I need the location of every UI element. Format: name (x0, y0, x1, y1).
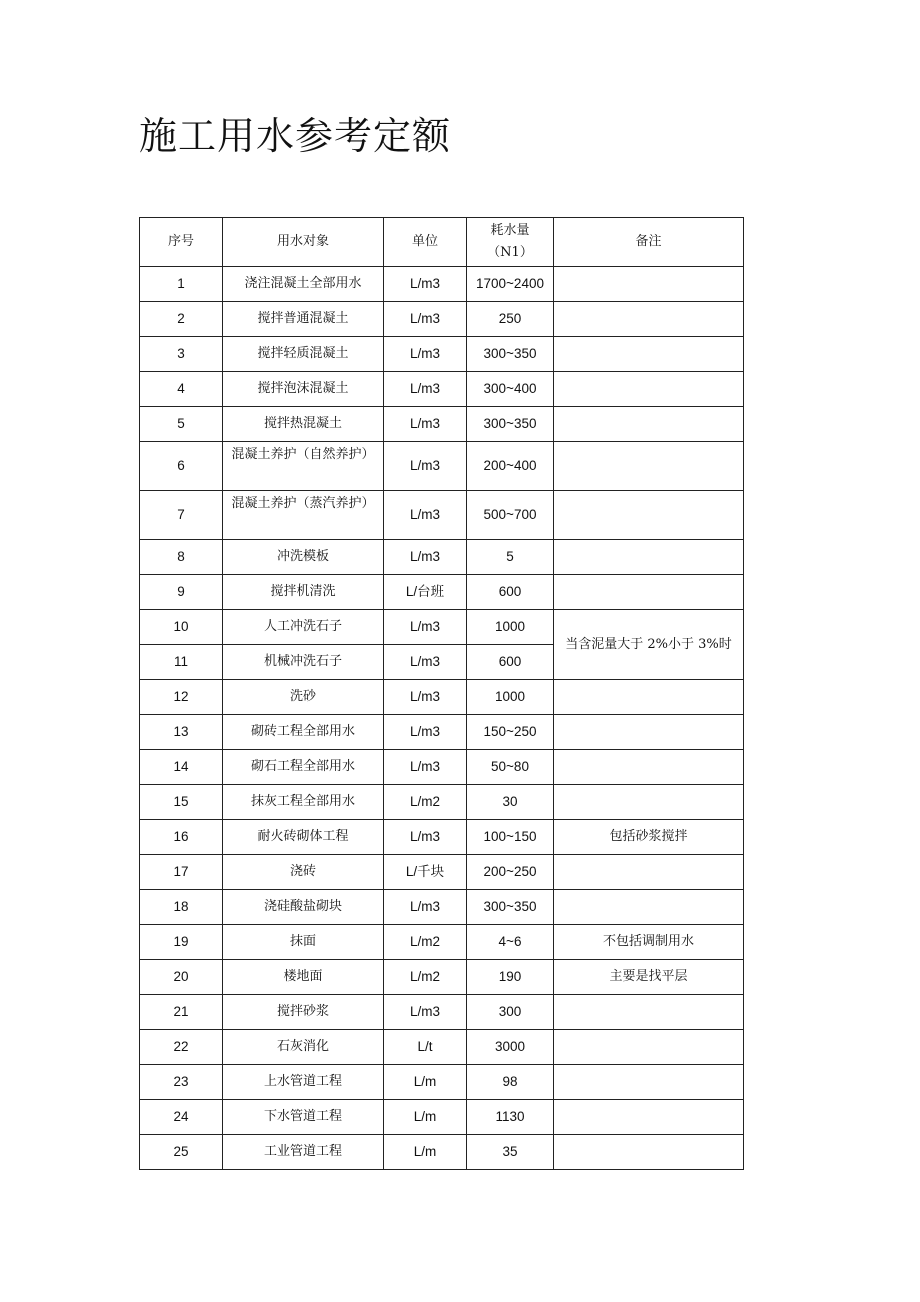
table-row (140, 267, 744, 302)
cell-note (554, 890, 744, 925)
cell-index: 8 (140, 540, 223, 575)
cell-amount: 500~700 (467, 491, 554, 540)
cell-object: 洗砂 (223, 680, 384, 715)
header-amount (467, 218, 554, 267)
cell-object: 冲洗模板 (223, 540, 384, 575)
cell-note (554, 680, 744, 715)
cell-note: 不包括调制用水 (554, 925, 744, 960)
cell-note (554, 337, 744, 372)
cell-index: 4 (140, 372, 223, 407)
cell-amount: 190 (467, 960, 554, 995)
table-row (140, 680, 744, 715)
cell-amount: 4~6 (467, 925, 554, 960)
cell-object: 石灰消化 (223, 1030, 384, 1065)
cell-unit: L/m3 (384, 372, 467, 407)
cell-index: 22 (140, 1030, 223, 1065)
table-row (140, 407, 744, 442)
cell-index: 20 (140, 960, 223, 995)
cell-note-merged (554, 610, 744, 680)
cell-unit: L/m3 (384, 750, 467, 785)
cell-amount: 30 (467, 785, 554, 820)
cell-index: 1 (140, 267, 223, 302)
table-row (140, 1065, 744, 1100)
table-row (140, 855, 744, 890)
table-row (140, 337, 744, 372)
header-amount-line2: （N1） (487, 245, 533, 260)
cell-object: 楼地面 (223, 960, 384, 995)
cell-unit: L/t (384, 1030, 467, 1065)
header-note: 备注 (554, 218, 744, 267)
cell-object: 机械冲洗石子 (223, 645, 384, 680)
header-unit: 单位 (384, 218, 467, 267)
cell-amount: 98 (467, 1065, 554, 1100)
cell-unit: L/m3 (384, 407, 467, 442)
cell-amount: 3000 (467, 1030, 554, 1065)
cell-note (554, 540, 744, 575)
cell-object: 工业管道工程 (223, 1135, 384, 1170)
cell-index: 23 (140, 1065, 223, 1100)
cell-unit: L/m (384, 1065, 467, 1100)
cell-note (554, 372, 744, 407)
cell-note (554, 442, 744, 491)
cell-object: 混凝土养护（自然养护） (223, 442, 384, 491)
cell-object: 抹灰工程全部用水 (223, 785, 384, 820)
cell-note (554, 750, 744, 785)
cell-unit: L/m3 (384, 442, 467, 491)
header-object: 用水对象 (223, 218, 384, 267)
cell-index: 7 (140, 491, 223, 540)
cell-unit: L/m3 (384, 820, 467, 855)
cell-note: 包括砂浆搅拌 (554, 820, 744, 855)
cell-amount: 200~250 (467, 855, 554, 890)
table-row (140, 1100, 744, 1135)
table-row (140, 960, 744, 995)
cell-unit: L/m3 (384, 302, 467, 337)
cell-amount: 1000 (467, 680, 554, 715)
note-mud-content: 当含泥量大于 2%小于 3%时 (565, 636, 732, 652)
table-row (140, 890, 744, 925)
cell-note (554, 715, 744, 750)
cell-note (554, 302, 744, 337)
cell-object: 砌石工程全部用水 (223, 750, 384, 785)
cell-unit: L/m3 (384, 890, 467, 925)
cell-object: 搅拌机清洗 (223, 575, 384, 610)
cell-unit: L/m3 (384, 337, 467, 372)
cell-object: 人工冲洗石子 (223, 610, 384, 645)
water-quota-table (139, 217, 744, 1170)
cell-unit: L/m3 (384, 680, 467, 715)
cell-amount: 600 (467, 645, 554, 680)
cell-object: 混凝土养护（蒸汽养护） (223, 491, 384, 540)
cell-amount: 300~350 (467, 407, 554, 442)
cell-unit: L/台班 (384, 575, 467, 610)
cell-object: 浇硅酸盐砌块 (223, 890, 384, 925)
table-row (140, 302, 744, 337)
cell-amount: 300 (467, 995, 554, 1030)
cell-note (554, 855, 744, 890)
cell-unit: L/千块 (384, 855, 467, 890)
cell-object: 搅拌轻质混凝土 (223, 337, 384, 372)
cell-index: 13 (140, 715, 223, 750)
table-row (140, 442, 744, 491)
cell-unit: L/m3 (384, 610, 467, 645)
cell-note (554, 575, 744, 610)
cell-index: 14 (140, 750, 223, 785)
cell-note (554, 267, 744, 302)
cell-note: 主要是找平层 (554, 960, 744, 995)
table-row (140, 491, 744, 540)
cell-index: 16 (140, 820, 223, 855)
cell-amount: 250 (467, 302, 554, 337)
cell-amount: 1130 (467, 1100, 554, 1135)
cell-note (554, 785, 744, 820)
cell-index: 17 (140, 855, 223, 890)
header-index: 序号 (140, 218, 223, 267)
cell-object: 上水管道工程 (223, 1065, 384, 1100)
cell-index: 2 (140, 302, 223, 337)
cell-note (554, 1135, 744, 1170)
table-row (140, 575, 744, 610)
table-row (140, 785, 744, 820)
table-row (140, 540, 744, 575)
cell-index: 15 (140, 785, 223, 820)
cell-unit: L/m3 (384, 995, 467, 1030)
cell-index: 18 (140, 890, 223, 925)
cell-unit: L/m3 (384, 491, 467, 540)
cell-index: 19 (140, 925, 223, 960)
cell-index: 11 (140, 645, 223, 680)
cell-amount: 200~400 (467, 442, 554, 491)
cell-amount: 150~250 (467, 715, 554, 750)
cell-amount: 300~350 (467, 337, 554, 372)
cell-unit: L/m3 (384, 645, 467, 680)
cell-unit: L/m (384, 1135, 467, 1170)
cell-object: 搅拌泡沫混凝土 (223, 372, 384, 407)
cell-note (554, 1065, 744, 1100)
cell-index: 6 (140, 442, 223, 491)
cell-object: 抹面 (223, 925, 384, 960)
cell-unit: L/m2 (384, 925, 467, 960)
cell-object: 浇注混凝土全部用水 (223, 267, 384, 302)
cell-object: 搅拌砂浆 (223, 995, 384, 1030)
cell-object: 耐火砖砌体工程 (223, 820, 384, 855)
cell-note (554, 407, 744, 442)
cell-object: 搅拌普通混凝土 (223, 302, 384, 337)
table-row (140, 1135, 744, 1170)
cell-note (554, 995, 744, 1030)
cell-object: 搅拌热混凝土 (223, 407, 384, 442)
cell-index: 3 (140, 337, 223, 372)
cell-object: 浇砖 (223, 855, 384, 890)
cell-index: 21 (140, 995, 223, 1030)
header-amount-line1: 耗水量 (490, 223, 530, 238)
table-row (140, 750, 744, 785)
cell-index: 12 (140, 680, 223, 715)
table-header-row (140, 218, 744, 267)
cell-amount: 5 (467, 540, 554, 575)
cell-amount: 50~80 (467, 750, 554, 785)
cell-unit: L/m3 (384, 267, 467, 302)
cell-amount: 1700~2400 (467, 267, 554, 302)
cell-amount: 100~150 (467, 820, 554, 855)
cell-amount: 1000 (467, 610, 554, 645)
cell-unit: L/m (384, 1100, 467, 1135)
table-row (140, 995, 744, 1030)
cell-amount: 600 (467, 575, 554, 610)
cell-index: 24 (140, 1100, 223, 1135)
cell-index: 9 (140, 575, 223, 610)
cell-unit: L/m3 (384, 540, 467, 575)
cell-object: 砌砖工程全部用水 (223, 715, 384, 750)
cell-note (554, 491, 744, 540)
table-row (140, 610, 744, 645)
cell-unit: L/m2 (384, 785, 467, 820)
cell-note (554, 1030, 744, 1065)
cell-note (554, 1100, 744, 1135)
cell-index: 5 (140, 407, 223, 442)
cell-amount: 35 (467, 1135, 554, 1170)
page-title: 施工用水参考定额 (139, 114, 452, 158)
table-row (140, 1030, 744, 1065)
cell-amount: 300~400 (467, 372, 554, 407)
cell-unit: L/m2 (384, 960, 467, 995)
cell-amount: 300~350 (467, 890, 554, 925)
table-row (140, 715, 744, 750)
cell-unit: L/m3 (384, 715, 467, 750)
cell-index: 25 (140, 1135, 223, 1170)
cell-index: 10 (140, 610, 223, 645)
table-row (140, 372, 744, 407)
table-row (140, 925, 744, 960)
table-row (140, 820, 744, 855)
cell-object: 下水管道工程 (223, 1100, 384, 1135)
